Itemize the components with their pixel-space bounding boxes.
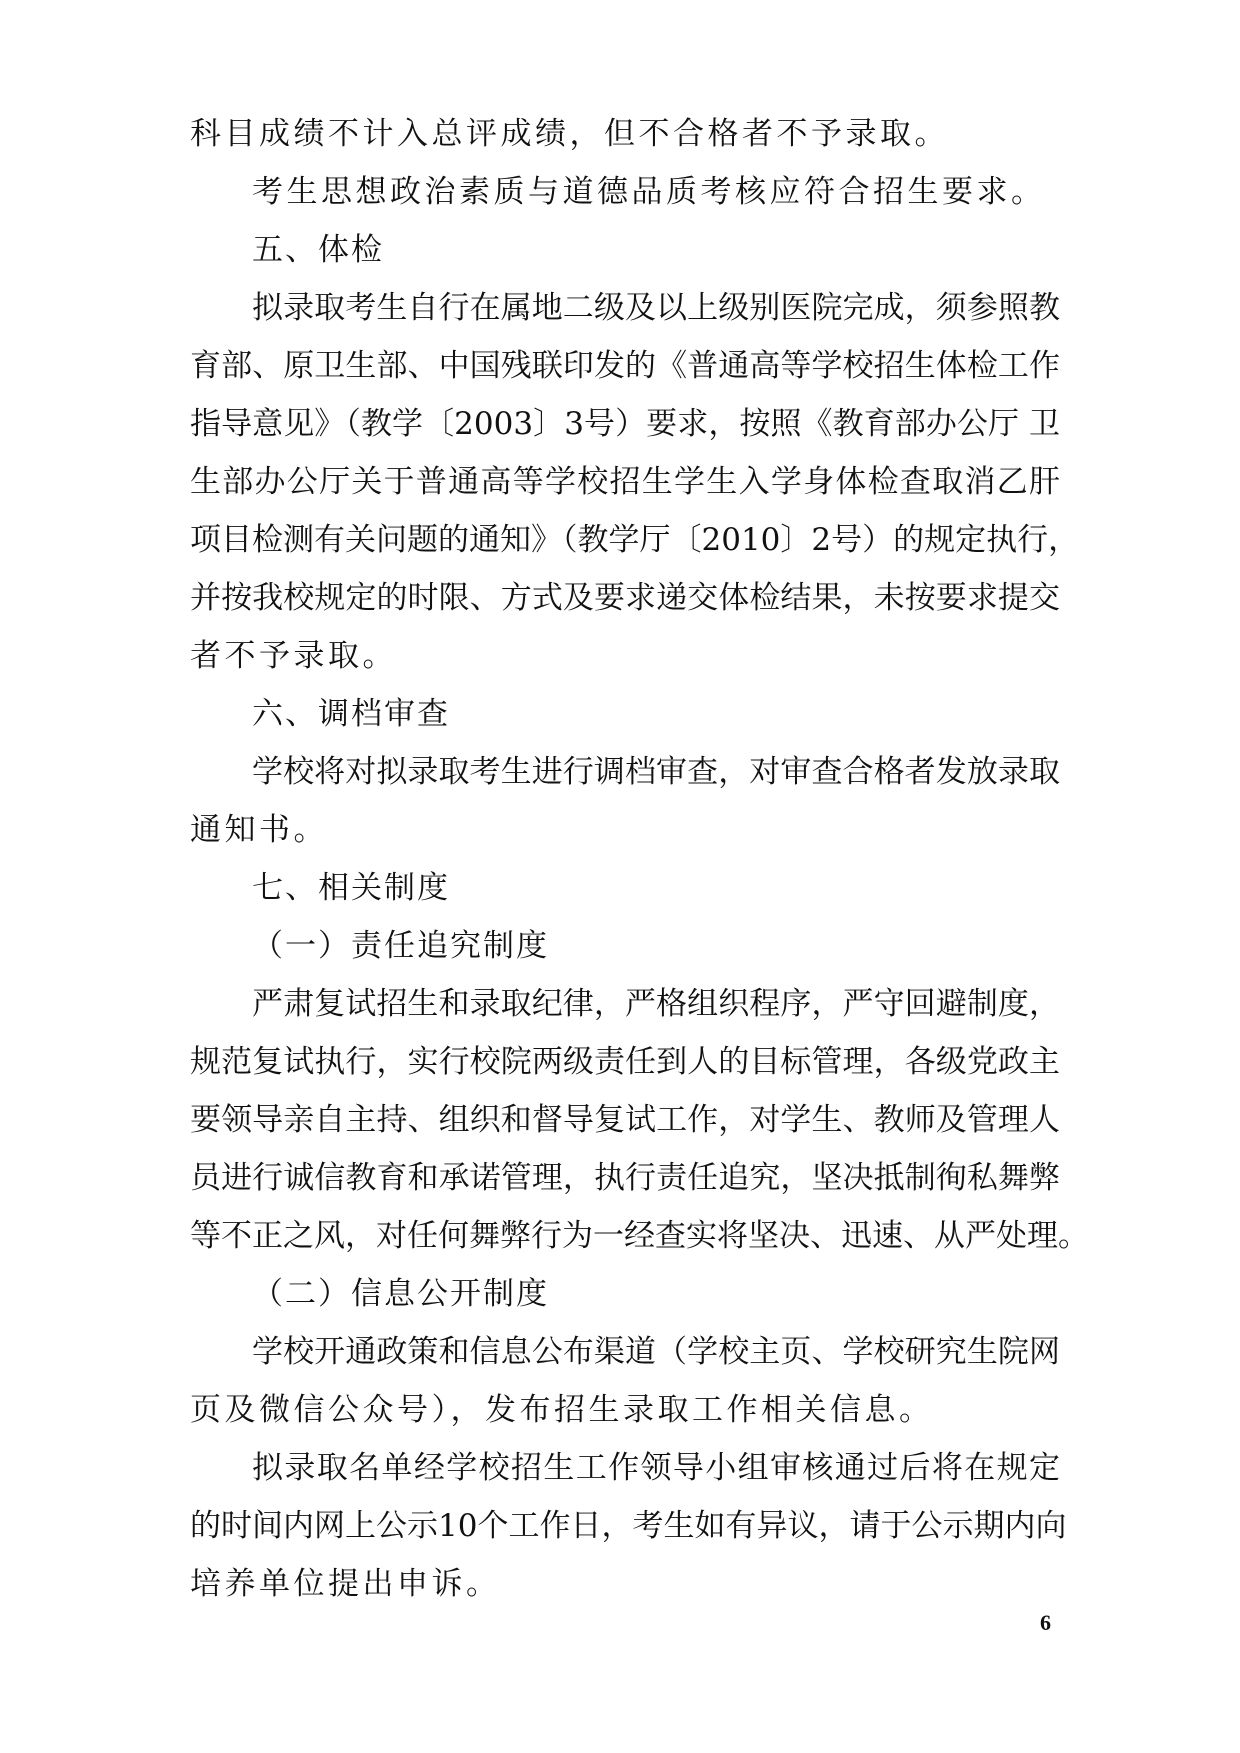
subsection-heading-information-disclosure: （二）信息公开制度: [252, 1276, 549, 1312]
section-heading-related-systems: 七、相关制度: [252, 870, 450, 906]
paragraph-line: 科目成绩不计入总评成绩，但不合格者不予录取。: [190, 116, 949, 152]
paragraph-line: 学校开通政策和信息公布渠道（学校主页、学校研究生院网: [252, 1334, 1060, 1370]
paragraph-line: 项目检测有关问题的通知》（教学厅〔2010〕2号）的规定执行，: [190, 522, 1080, 558]
paragraph-line: 的时间内网上公示10个工作日，考生如有异议，请于公示期内向: [190, 1508, 1067, 1544]
paragraph-line: 学校将对拟录取考生进行调档审查，对审查合格者发放录取: [252, 754, 1060, 790]
page-number: 6: [1040, 1610, 1051, 1635]
subsection-heading-accountability: （一）责任追究制度: [252, 928, 549, 964]
paragraph-line: 培养单位提出申诉。: [190, 1566, 501, 1602]
paragraph-line: 育部、原卫生部、中国残联印发的《普通高等学校招生体检工作: [190, 348, 1060, 384]
paragraph-line: 要领导亲自主持、组织和督导复试工作，对学生、教师及管理人: [190, 1102, 1060, 1138]
paragraph-line: 等不正之风，对任何舞弊行为一经查实将坚决、迅速、从严处理。: [190, 1218, 1089, 1254]
paragraph-line: 严肃复试招生和录取纪律，严格组织程序，严守回避制度，: [252, 986, 1060, 1022]
section-heading-file-review: 六、调档审查: [252, 696, 450, 732]
paragraph-line: 通知书。: [190, 812, 328, 848]
paragraph-line: 考生思想政治素质与道德品质考核应符合招生要求。: [252, 174, 1046, 210]
paragraph-line: 规范复试执行，实行校院两级责任到人的目标管理，各级党政主: [190, 1044, 1060, 1080]
paragraph-line: 员进行诚信教育和承诺管理，执行责任追究，坚决抵制徇私舞弊: [190, 1160, 1060, 1196]
paragraph-line: 页及微信公众号），发布招生录取工作相关信息。: [190, 1392, 934, 1428]
paragraph-line: 生部办公厅关于普通高等学校招生学生入学身体检查取消乙肝: [190, 464, 1060, 500]
paragraph-line: 拟录取名单经学校招生工作领导小组审核通过后将在规定: [252, 1450, 1060, 1486]
paragraph-line: 拟录取考生自行在属地二级及以上级别医院完成，须参照教: [252, 290, 1060, 326]
paragraph-line: 者不予录取。: [190, 638, 397, 674]
document-body: [190, 105, 1089, 1613]
section-heading-physical-exam: 五、体检: [252, 232, 384, 268]
paragraph-line: 指导意见》（教学〔2003〕3号）要求，按照《教育部办公厅 卫: [190, 406, 1060, 442]
paragraph-line: 并按我校规定的时限、方式及要求递交体检结果，未按要求提交: [190, 580, 1060, 616]
